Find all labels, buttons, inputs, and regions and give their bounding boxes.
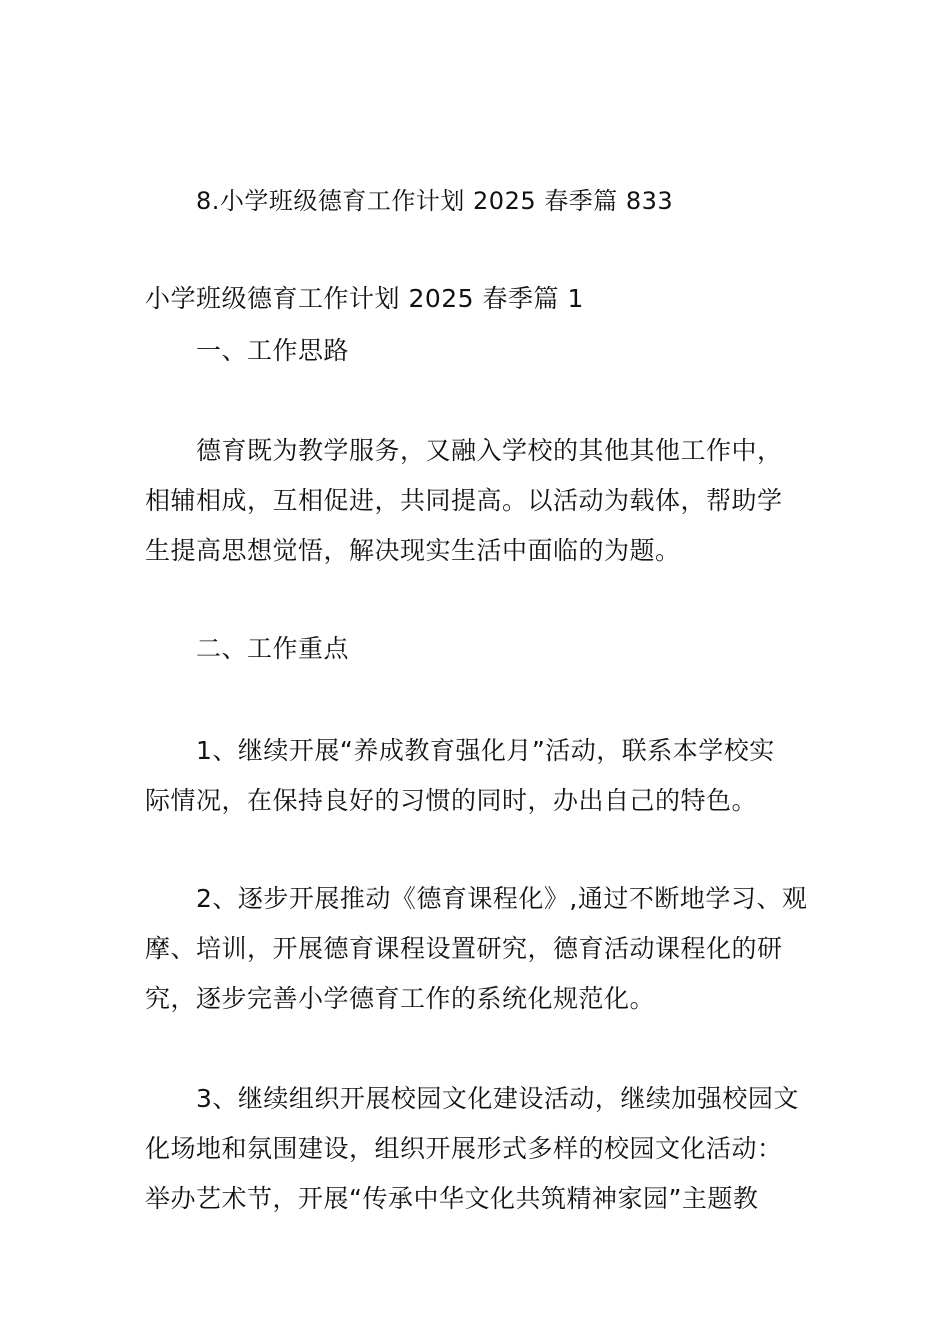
paragraph-line: 生提高思想觉悟，解决现实生活中面临的为题。 (145, 536, 681, 565)
paragraph-line: 相辅相成，互相促进，共同提高。以活动为载体，帮助学 (145, 486, 783, 515)
list-item-line: 际情况，在保持良好的习惯的同时，办出自己的特色。 (145, 786, 758, 815)
document-title: 小学班级德育工作计划 2025 春季篇 1 (145, 284, 584, 313)
list-item-line: 化场地和氛围建设，组织开展形式多样的校园文化活动： (145, 1134, 783, 1163)
section-heading-1: 一、工作思路 (196, 336, 350, 365)
list-item-line: 摩、培训，开展德育课程设置研究，德育活动课程化的研 (145, 934, 783, 963)
list-item-line: 2、逐步开展推动《德育课程化》,通过不断地学习、观 (196, 884, 808, 913)
list-item-line: 究，逐步完善小学德育工作的系统化规范化。 (145, 984, 656, 1013)
paragraph-line: 德育既为教学服务，又融入学校的其他其他工作中， (196, 436, 783, 465)
toc-entry: 8.小学班级德育工作计划 2025 春季篇 833 (196, 187, 674, 215)
list-item-line: 1、继续开展“养成教育强化月”活动，联系本学校实 (196, 736, 775, 765)
section-heading-2: 二、工作重点 (196, 634, 350, 663)
list-item-line: 3、继续组织开展校园文化建设活动，继续加强校园文 (196, 1084, 799, 1113)
list-item-line: 举办艺术节，开展“传承中华文化共筑精神家园”主题教 (145, 1184, 759, 1213)
